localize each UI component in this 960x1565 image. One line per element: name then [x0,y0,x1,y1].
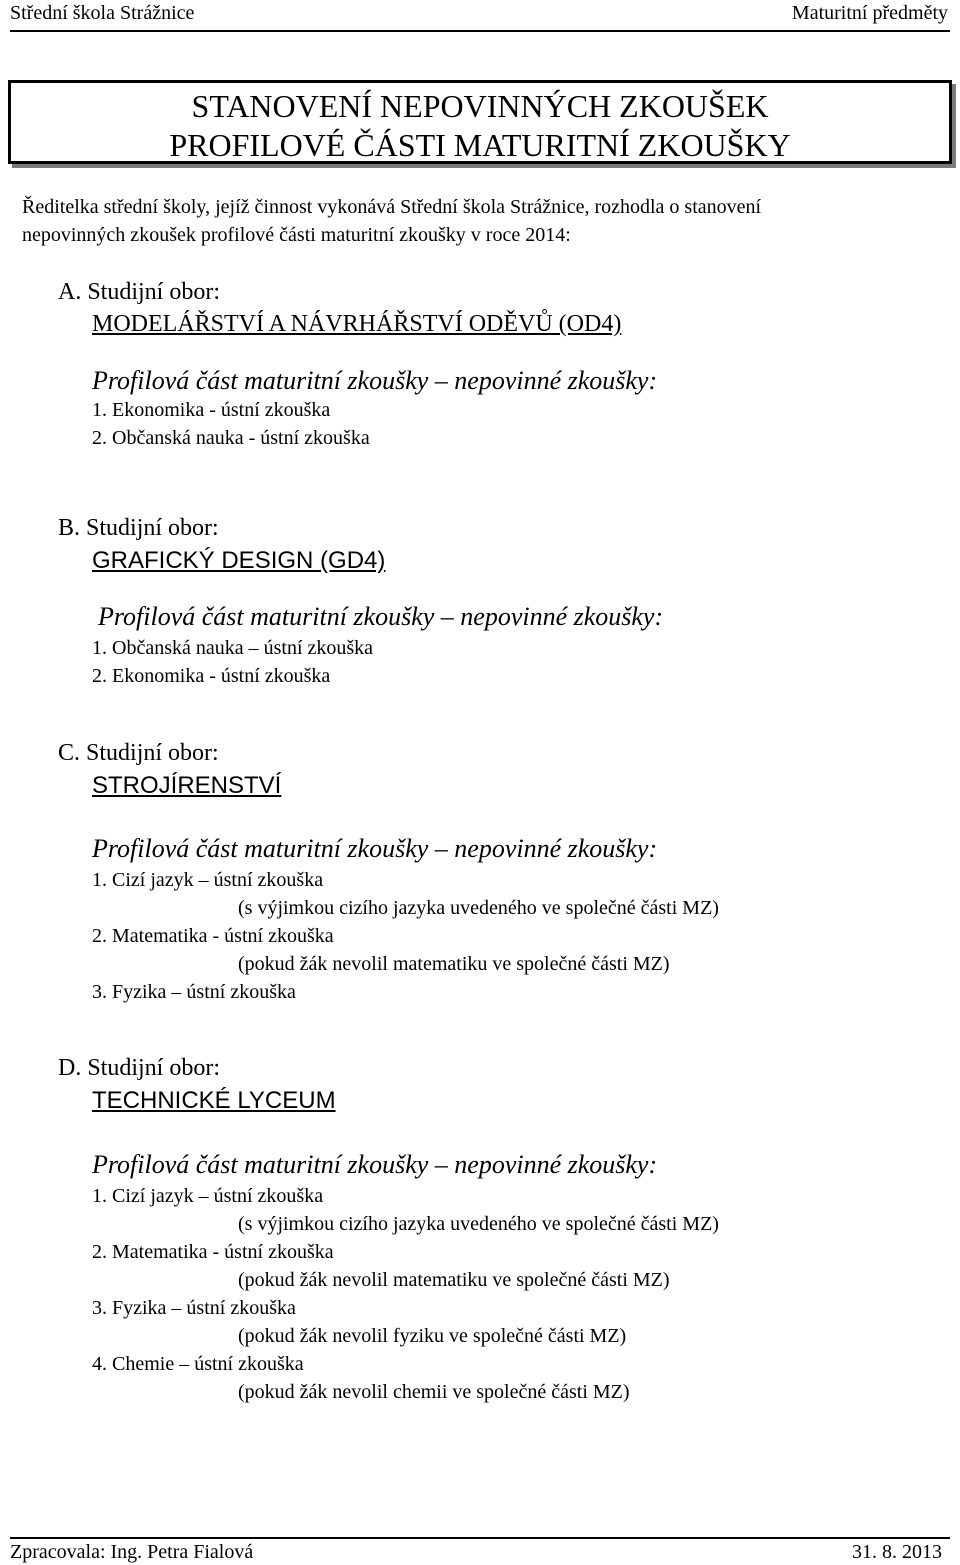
section-a-subheading: Profilová část maturitní zkoušky – nepovinné zkoušky: [92,366,658,395]
section-d-note-3: (pokud žák nevolil fyziku ve společné části MZ) [238,1325,627,1347]
section-a-item-2: 2. Občanská nauka - ústní zkouška [92,427,370,449]
section-c-item-1: 1. Cizí jazyk – ústní zkouška [92,869,324,891]
section-d-note-2: (pokud žák nevolil matematiku ve společné části MZ) [238,1269,670,1291]
header-document-type: Maturitní předměty [791,2,948,24]
section-b-subheading: Profilová část maturitní zkoušky – nepovinné zkoušky: [98,602,664,631]
intro-line-2: nepovinných zkoušek profilové části maturitní zkoušky v roce 2014: [22,224,571,246]
section-a-heading: A. Studijní obor: [58,279,221,305]
section-c-heading: C. Studijní obor: [58,740,219,766]
section-b-heading: B. Studijní obor: [58,515,219,541]
section-d-item-1: 1. Cizí jazyk – ústní zkouška [92,1185,324,1207]
section-d-heading: D. Studijní obor: [58,1055,221,1081]
document-title-line2: PROFILOVÉ ČÁSTI MATURITNÍ ZKOUŠKY [169,127,791,163]
section-a-field: MODELÁŘSTVÍ A NÁVRHÁŘSTVÍ ODĚVŮ (OD4) [92,311,622,337]
footer-author: Zpracovala: Ing. Petra Fialová [10,1541,254,1563]
section-c-item-3: 3. Fyzika – ústní zkouška [92,981,296,1003]
document-title-line1: STANOVENÍ NEPOVINNÝCH ZKOUŠEK [191,88,769,124]
section-c-field: STROJÍRENSTVÍ [92,772,282,799]
section-c-item-2: 2. Matematika - ústní zkouška [92,925,334,947]
section-d-item-2: 2. Matematika - ústní zkouška [92,1241,334,1263]
section-d-item-4: 4. Chemie – ústní zkouška [92,1353,304,1375]
section-d-note-4: (pokud žák nevolil chemii ve společné části MZ) [238,1381,630,1403]
footer-date: 31. 8. 2013 [852,1541,942,1563]
header-divider [10,30,950,32]
section-b-item-2: 2. Ekonomika - ústní zkouška [92,665,331,687]
intro-line-1: Ředitelka střední školy, jejíž činnost vykonává Střední škola Strážnice, rozhodla o stanovení [22,196,762,218]
section-c-subheading: Profilová část maturitní zkoušky – nepovinné zkoušky: [92,834,658,863]
section-d-item-3: 3. Fyzika – ústní zkouška [92,1297,296,1319]
section-b-field: GRAFICKÝ DESIGN (GD4) [92,547,386,574]
header-school-name: Střední škola Strážnice [10,2,195,24]
section-d-subheading: Profilová část maturitní zkoušky – nepovinné zkoušky: [92,1150,658,1179]
document-title-box [8,80,952,164]
section-d-field: TECHNICKÉ LYCEUM [92,1087,336,1114]
section-b-item-1: 1. Občanská nauka – ústní zkouška [92,637,374,659]
section-a-item-1: 1. Ekonomika - ústní zkouška [92,399,331,421]
footer-divider [10,1537,950,1539]
section-d-note-1: (s výjimkou cizího jazyka uvedeného ve společné části MZ) [238,1213,719,1235]
section-c-note-1: (s výjimkou cizího jazyka uvedeného ve společné části MZ) [238,897,719,919]
section-c-note-2: (pokud žák nevolil matematiku ve společné části MZ) [238,953,670,975]
